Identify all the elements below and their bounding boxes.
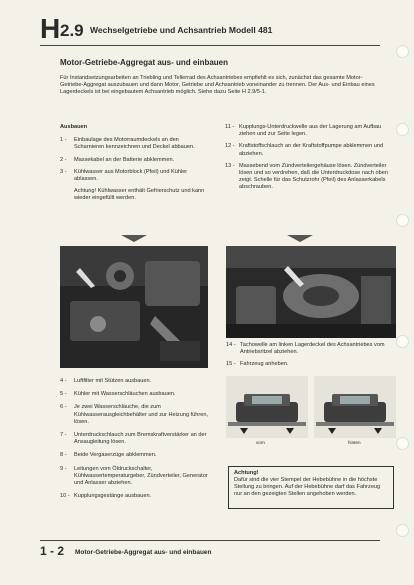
step-2 xyxy=(60,157,210,164)
step-text: Kraftstoffschlauch an der Kraftstoffpumpe abklemmen und abziehen. xyxy=(239,143,384,157)
step-7 xyxy=(60,432,210,446)
right-column xyxy=(225,124,393,197)
intro-paragraph: Für Instandsetzungsarbeiten an Triebling und Tellerrad des Achsantriebes empfiehlt es sich, zunächst das gesamte Motor-Getriebe-Aggregat auszubauen und dann Motor, Getriebe und Achsantrieb voneinander zu trennen. Der Aus- und Einbau eines Lagerdeckels ist bei eingebautem Achsantrieb möglich. Siehe dazu Seite H 2.9/5-1. xyxy=(60,75,375,96)
step-text: Je zwei Wasserschläuche, die zum Kühlwasserausgleichbehälter und zur Heizung führen, lösen. xyxy=(74,404,209,425)
step-12 xyxy=(225,143,393,157)
step-11 xyxy=(225,124,393,138)
section-title: Motor-Getriebe-Aggregat aus- und einbauen xyxy=(60,58,229,67)
distributor-photo xyxy=(226,246,396,338)
down-arrow-icon xyxy=(287,235,313,242)
down-arrow-icon xyxy=(121,235,147,242)
step-text: Massebend vom Zündverteilergehäuse lösen. Zündverteiler lösen und so verdrehen, daß die Unterdruckdose nach oben zeigt. Schelle für das Schutzrohr (Pfeil) des Anlasserkabels abschrauben. xyxy=(239,162,388,191)
step-number: 15 - xyxy=(226,361,236,368)
footer-rule xyxy=(40,540,380,541)
step-number: 9 - xyxy=(60,465,67,472)
step-number: 6 - xyxy=(60,404,67,411)
engine-block-photo xyxy=(60,246,208,368)
step-1 xyxy=(60,137,210,151)
step-text: Tachowelle am linken Lagerdeckel des Achsantriebes vom Antriebsritzel abziehen. xyxy=(240,342,385,356)
warning-text: Dafür sind die vier Stempel der Hebebühne in die höchste Stellung zu bringen. Auf der Hebebühne darf das Fahrzeug nur an den gezeigten Stellen angehoben werden. xyxy=(234,477,381,497)
step-number: 7 - xyxy=(60,432,67,439)
step-number: 4 - xyxy=(60,378,67,384)
header-rule xyxy=(40,45,380,46)
step-15 xyxy=(226,361,394,368)
binder-hole xyxy=(396,45,409,58)
step-number: 13 - xyxy=(225,162,235,169)
step-text: Kupplungs-Unterdruckwelle aus der Lagerung am Aufbau ziehen und zur Seite legen. xyxy=(239,124,382,138)
step-8 xyxy=(60,452,210,459)
step-number: 14 - xyxy=(226,342,236,348)
step-text: Luftfilter mit Stützen ausbauen. xyxy=(74,378,152,384)
label-front: vorn xyxy=(256,440,265,445)
step-9 xyxy=(60,466,210,488)
binder-hole xyxy=(396,524,409,537)
page-number: 1 - 2 xyxy=(40,544,65,558)
step-text: Beide Vergaserzüge abklemmen. xyxy=(74,452,157,459)
binder-hole xyxy=(396,214,409,227)
step-6 xyxy=(60,404,210,426)
step-text: Unterdruckschlauch zum Bremskraftverstärker an der Ansaugleitung lösen. xyxy=(74,432,207,446)
binder-hole xyxy=(396,335,409,348)
step-13 xyxy=(225,163,393,192)
left-column xyxy=(60,124,210,203)
step-5 xyxy=(60,391,210,398)
step-text: Kupplungsgestänge ausbauen. xyxy=(74,493,152,500)
section-letter: H xyxy=(40,13,61,44)
step-text: Kühlwasser aus Motorblock (Pfeil) und Kühler ablassen. xyxy=(74,168,188,183)
binder-hole xyxy=(396,123,409,136)
warning-title: Achtung! xyxy=(234,470,259,476)
step-text: Leitungen vom Öldruckschalter, Kühlwassertemperaturgeber, Zündverteiler, Generator und Anlasser abziehen. xyxy=(74,465,208,487)
caption-steps xyxy=(226,342,394,374)
lift-points-diagram xyxy=(226,376,396,448)
step-number: 12 - xyxy=(225,143,235,150)
column-heading: Ausbauen xyxy=(60,124,88,130)
step-text: Fahrzeug anheben. xyxy=(240,361,289,368)
label-rear: hinten xyxy=(348,440,361,445)
footer-title: Motor-Getriebe-Aggregat aus- und einbauen xyxy=(75,549,212,556)
step-number: 10 - xyxy=(60,493,70,500)
step-10 xyxy=(60,493,210,500)
step-text: Einbaulage des Motorraumdeckels an den Scharnieren kennzeichnen und Deckel abbauen. xyxy=(74,137,195,151)
step-number: 11 - xyxy=(225,124,235,130)
step-3 xyxy=(60,169,210,183)
binder-hole xyxy=(396,437,409,450)
coolant-note: Achtung! Kühlwasser enthält Gefrierschutz und kann wieder eingefüllt werden. xyxy=(74,188,205,202)
step-number: 8 - xyxy=(60,452,67,459)
step-14 xyxy=(226,342,394,356)
step-number: 3 - xyxy=(60,168,67,175)
warning-box xyxy=(228,466,394,509)
step-text: Massekabel an der Batterie abklemmen. xyxy=(74,156,175,163)
step-number: 2 - xyxy=(60,156,67,163)
lower-steps xyxy=(60,378,210,506)
step-4 xyxy=(60,378,210,385)
step-number: 5 - xyxy=(60,391,67,398)
step-text: Kühler mit Wasserschläuchen ausbauen. xyxy=(74,391,176,398)
step-number: 1 - xyxy=(60,137,67,144)
lift-points-illustration xyxy=(226,376,396,458)
section-number: 2.9 xyxy=(60,21,84,40)
page-header-title: Wechselgetriebe und Achsantrieb Modell 481 xyxy=(90,25,273,35)
